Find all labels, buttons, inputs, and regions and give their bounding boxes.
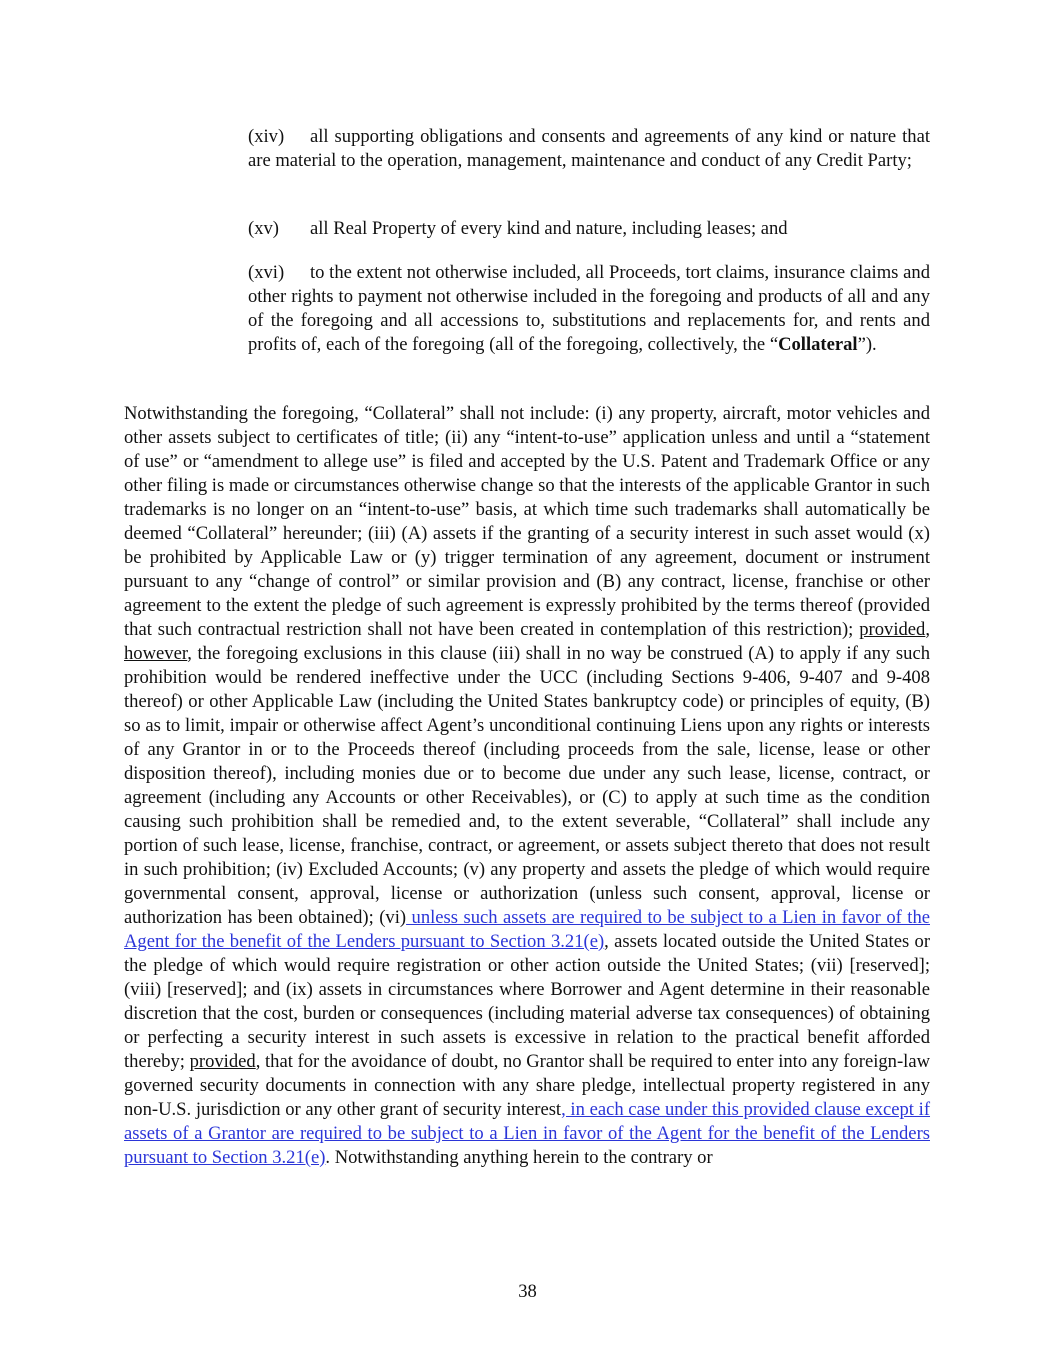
item-number: (xiv) [248,126,285,147]
list-item-xv [248,217,930,241]
underlined-provided: provided [189,1051,256,1072]
underlined-however: however [124,643,188,664]
paragraph-text: , [925,619,930,640]
list-item-xiv [248,125,930,173]
item-text: all Real Property of every kind and nature, including leases; and [310,218,788,239]
page-number: 38 [518,1281,537,1302]
tracked-insertion: , in each case under this provided clause except if assets of a Grantor are required to be subject to a Lien in favor of the Agent for the benefit of the Lenders pursuant to Section 3.21(e) [124,1099,931,1168]
paragraph-text: . Notwithstanding anything herein to the contrary or [325,1147,713,1168]
item-text: to the extent not otherwise included, all Proceeds, tort claims, insurance claims and other rights to payment not otherwise included in the foregoing and products of all and any of the foregoing and all accessions to, substitutions and replacements for, and rents and profits of, each of the foregoing (all of the foregoing, collectively, the “ [248,262,930,355]
list-item-xvi [248,261,930,357]
paragraph-text: , assets located outside the United States or the pledge of which would require registration or other action outside the United States; (vii) [reserved]; (viii) [reserved]; and (ix) assets in circumstances where Borrower and Agent determine in their reasonable discretion that the cost, burden or consequences (including material adverse tax consequences) of obtaining or perfecting a security interest in such assets is excessive in relation to the practical benefit afforded thereby; [124,931,931,1072]
tracked-insertion: unless such assets are required to be subject to a Lien in favor of the Agent for the benefit of the Lenders pursuant to Section 3.21(e) [124,907,930,952]
underlined-provided: provided [859,619,926,640]
paragraph-text: , that for the avoidance of doubt, no Grantor shall be required to enter into any foreign-law governed security documents in connection with any share pledge, intellectual property registered in any non-U.S. jurisdiction or any other grant of security interest [124,1051,931,1120]
item-number: (xv) [248,218,279,239]
paragraph-text: , the foregoing exclusions in this clause (iii) shall in no way be construed (A) to apply if any such prohibition would be rendered ineffective under the UCC (including Sections 9-406, 9-407 and 9-408 thereof) or other Applicable Law (including the United States bankruptcy code) or principles of equity, (B) so as to limit, impair or otherwise affect Agent’s unconditional continuing Liens upon any rights or interests of any Grantor in or to the Proceeds thereof (including proceeds from the sale, license, lease or other disposition thereof), including monies due or to become due under any such lease, license, contract, or agreement (including any Accounts or other Receivables), or (C) to apply at such time as the condition causing such prohibition shall be remedied and, to the extent severable, “Collateral” shall include any portion of such lease, license, franchise, contract, or agreement, or assets subject thereto that does not result in such prohibition; (iv) Excluded Accounts; (v) any property and assets the pledge of which would require governmental consent, approval, license or authorization (unless such consent, approval, license or authorization has been obtained); (vi) [124,643,930,928]
defined-term-collateral: Collateral [778,334,858,355]
item-text-end: ”). [857,334,877,355]
exclusions-paragraph [124,402,930,1170]
paragraph-text: Notwithstanding the foregoing, “Collateral” shall not include: (i) any property, aircraft, motor vehicles and other assets subject to certificates of title; (ii) any “intent-to-use” application unless and until a “statement of use” or “amendment to allege use” is filed and accepted by the U.S. Patent and Trademark Office or any other filing is made or circumstances otherwise change so that the interests of the applicable Grantor in such trademarks is no longer on an “intent-to-use” basis, at which time such trademarks shall automatically be deemed “Collateral” hereunder; (iii) (A) assets if the granting of a security interest in such asset would (x) be prohibited by Applicable Law or (y) trigger termination of any agreement, document or instrument pursuant to any “change of control” or similar provision and (B) any contract, license, franchise or other agreement to the extent the pledge of such agreement is expressly prohibited by the terms thereof (provided that such contractual restriction shall not have been created in contemplation of this restriction); [124,403,930,640]
item-text: all supporting obligations and consents and agreements of any kind or nature that are material to the operation, management, maintenance and conduct of any Credit Party; [248,126,930,171]
item-number: (xvi) [248,262,285,283]
